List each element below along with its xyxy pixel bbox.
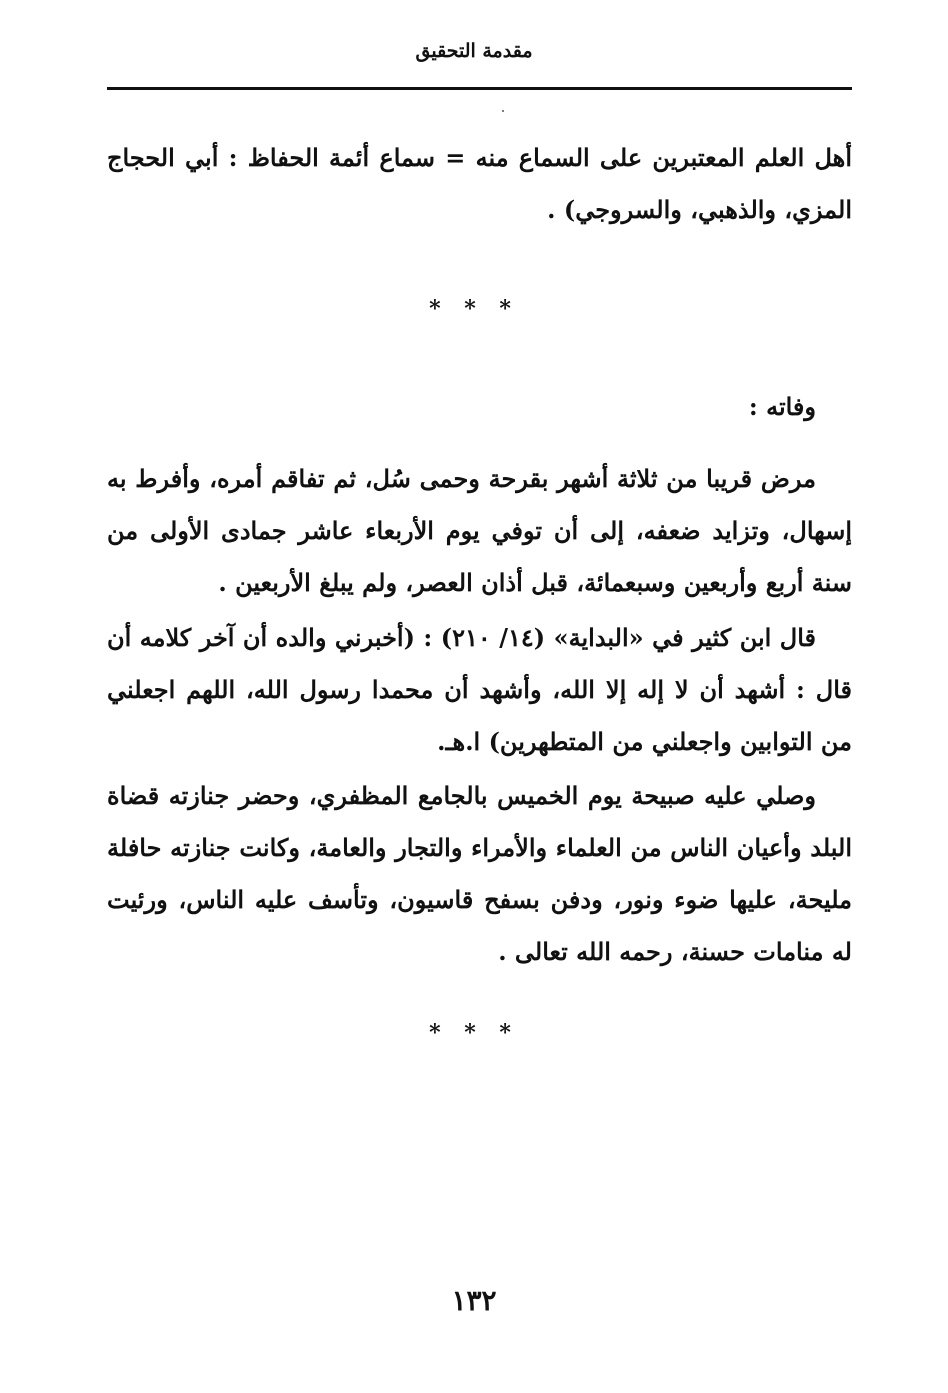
paragraph-illness: مرض قريبا من ثلاثة أشهر بقرحة وحمى سُل، ثم تفاقم أمره، وأفرط به إسهال، وتزايد ضعفه، إلى أن توفي يوم الأربعاء عاشر جمادى الأولى من سنة أربع وأربعين وسبعمائة، قبل أذان العصر، ولم يبلغ الأربعين .: [107, 464, 852, 597]
paragraph-continuation: أهل العلم المعتبرين على السماع منه = سماع أئمة الحفاظ : أبي الحجاج المزي، والذهبي، والسروجي) .: [107, 143, 852, 224]
running-title: مقدمة التحقيق: [415, 40, 533, 62]
section-separator-2: * * *: [429, 1020, 519, 1046]
page-number: ١٣٢: [451, 1284, 497, 1317]
section-heading-death: وفاته :: [748, 392, 816, 421]
section-separator-1: * * *: [429, 296, 519, 322]
paragraph-ibn-kathir-quote: قال ابن كثير في «البداية» (١٤/ ٢١٠) : (أخبرني والده أن آخر كلامه أن قال : أشهد أن لا إله إلا الله، وأشهد أن محمدا رسول الله، اللهم اجعلني من التوابين واجعلني من المتطهرين) ا.هـ.: [107, 623, 852, 756]
paragraph-funeral: وصلي عليه صبيحة يوم الخميس بالجامع المظفري، وحضر جنازته قضاة البلد وأعيان الناس من العلماء والأمراء والتجار والعامة، وكانت جنازته حافلة مليحة، عليها ضوء ونور، ودفن بسفح قاسيون، وتأسف عليه الناس، ورئيت له منامات حسنة، رحمه الله تعالى .: [107, 781, 852, 966]
print-speck: [502, 110, 504, 112]
header-rule: [107, 87, 852, 90]
